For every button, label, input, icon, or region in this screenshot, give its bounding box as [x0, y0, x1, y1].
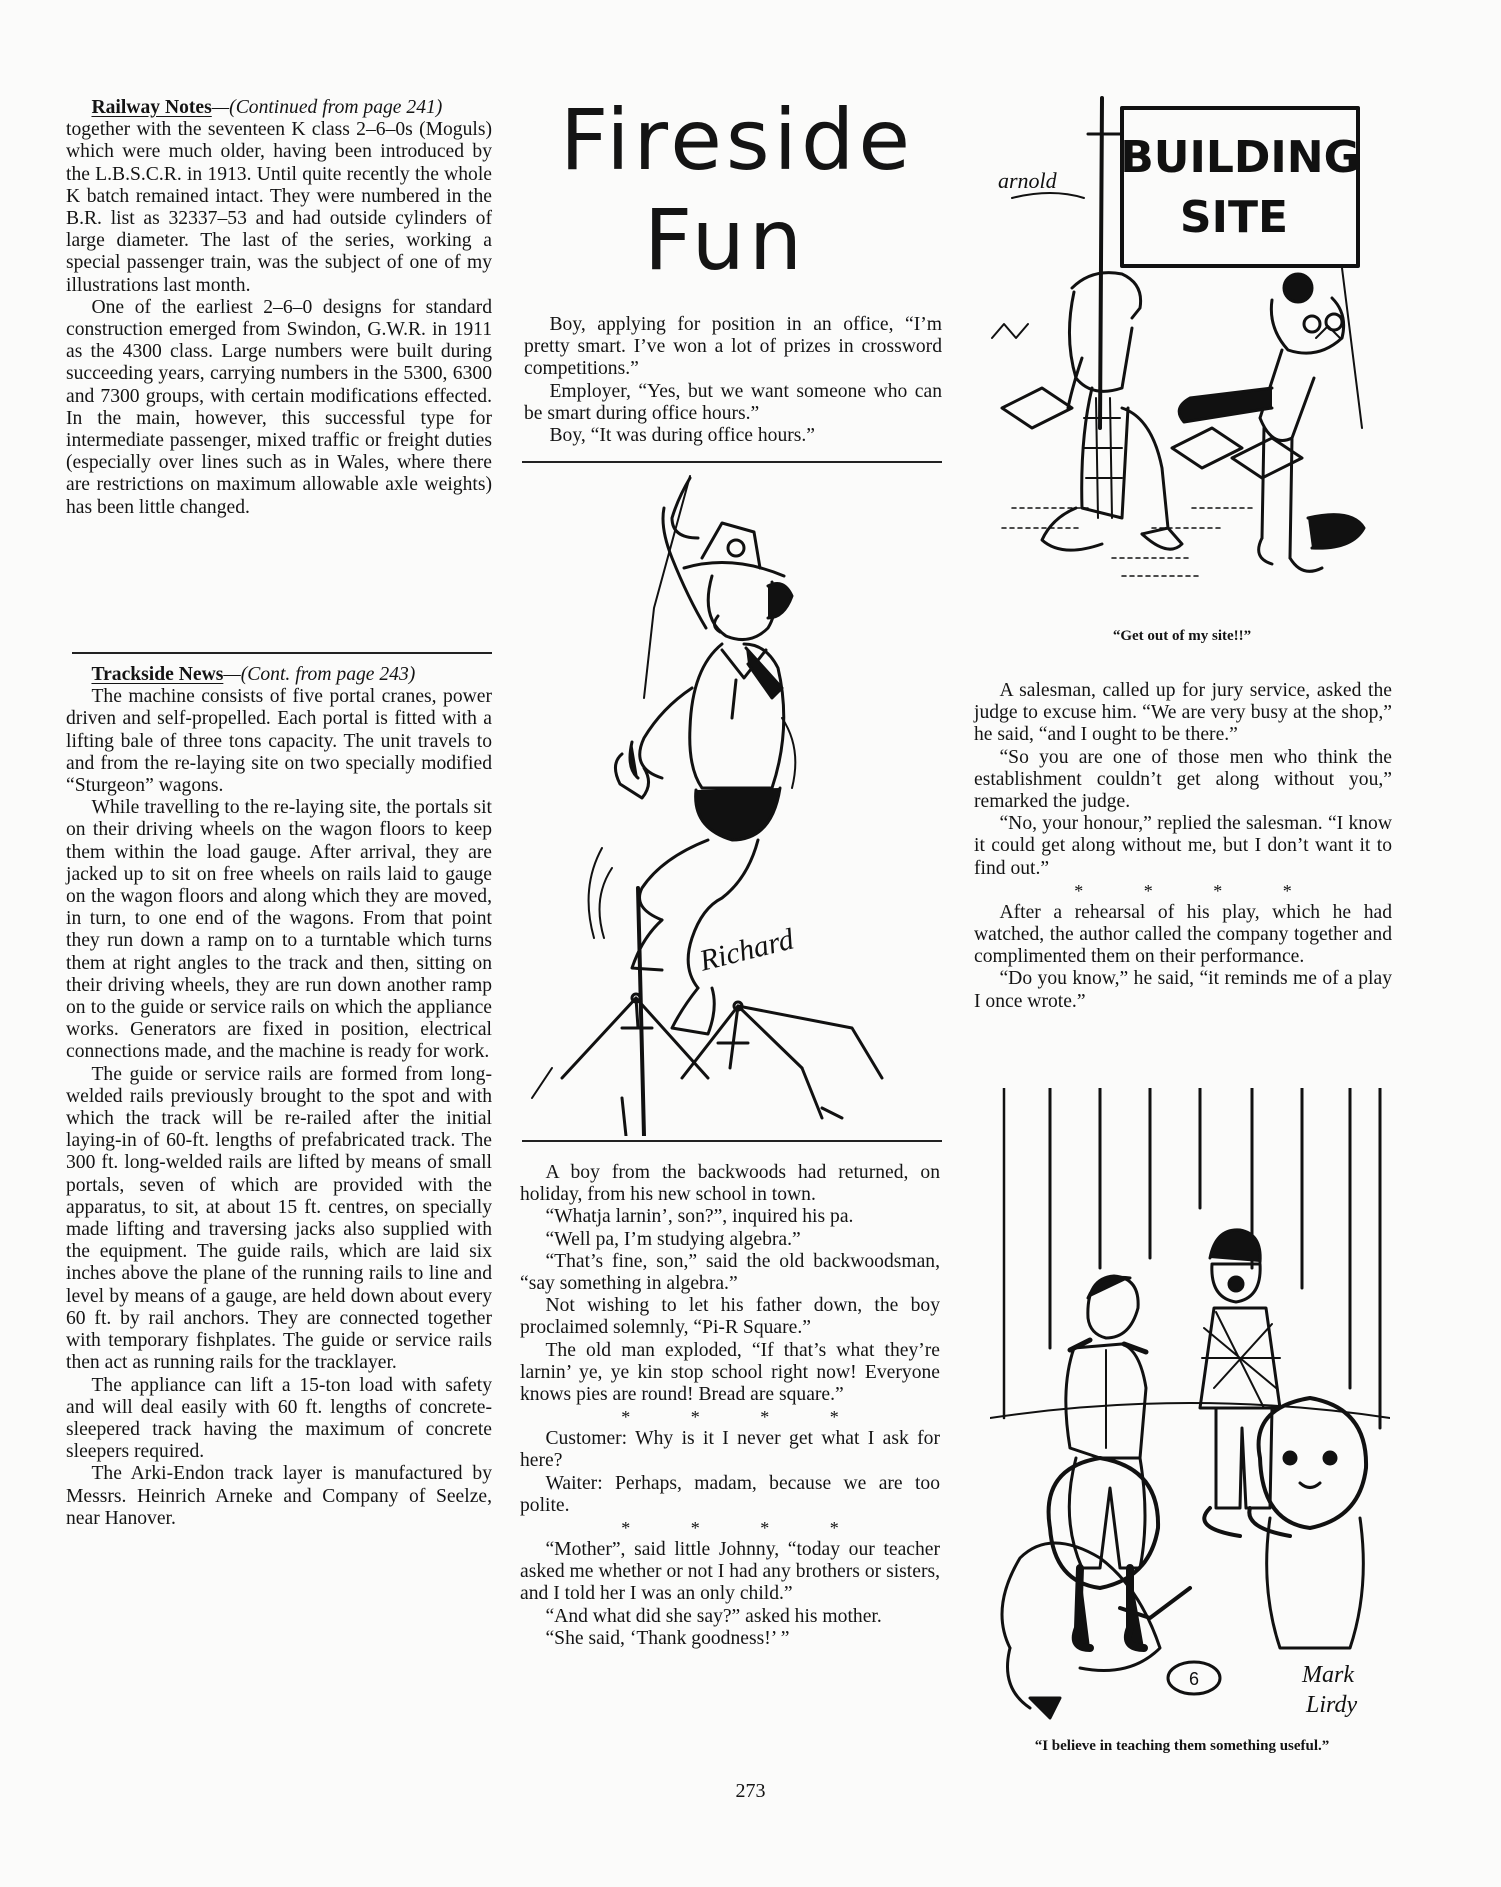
backwoods-joke-section: A boy from the backwoods had returned, on holiday, from his new school in town. “Whatja larnin’, son?”, inquired his pa. “Well pa, I’m studying algebra.” “That’s fine, son,” said the old backwoodsman, “say something in algebra.” Not wishing to let his father down, the boy proclaimed solemnly, “Pi-R Square.” The old man exploded, “If that’s what they’re larnin’ ye, ye kin stop school right now! Everyone knows pies are round! Bread are square.” * * * * Customer: Why is it I never get what I ask for here? Waiter: Perhaps, madam, because we are too polite. * * * * “Mother”, said little Johnny, “today our teacher asked me whether or not I had any brothers or sisters, and I told her I was an only child.” “And what did she say?” asked his mother. “She said, ‘Thank goodness!’ ”	[520, 1162, 940, 1649]
building-site-cartoon	[972, 88, 1392, 626]
separator-stars: * * * *	[1074, 880, 1320, 901]
trackside-paragraph: The guide or service rails are formed from long-welded rails previously brought to the spot and with which the track will be re-railed after the initial laying-in of 60-ft. lengths of prefabricated track. The 300 ft. long-welded rails are lifted by means of small portals, seven of which are provided with the apparatus, to sit, at about 15 ft. centres, on specially made lifting and traversing jacks also supplied with the equipment. The guide rails, which are laid six inches above the plane of the running rails to line and level by means of a gauge, are held down about every 60 ft. by rail anchors. They are connected together with temporary fishplates. The guide or service rails then act as running rails for the tracklayer.	[66, 1063, 492, 1374]
sign-line-site: SITE	[1179, 192, 1289, 243]
trackside-news-heading: Trackside News—(Cont. from page 243)	[91, 664, 416, 685]
trackside-news-section	[66, 664, 492, 1530]
clock-face-number: 6	[1188, 1669, 1200, 1689]
salesman-joke-section: A salesman, called up for jury service, asked the judge to excuse him. “We are very busy at the shop,” he said, “and I ought to be there.” “So you are one of those men who think the establishment couldn’t get along without you,” remarked the judge. “No, your honour,” replied the salesman. “I know it could get along without me, but I don’t want it to find out.” * * * * After a rehearsal of his play, which he had watched, the author called the company together and complimented them on their performance. “Do you know,” he said, “it reminds me of a play I once wrote.”	[974, 680, 1392, 1012]
railway-notes-heading: Railway Notes—(Continued from page 241)	[91, 97, 443, 118]
separator-stars: * * * *	[621, 1518, 867, 1539]
page-number: 273	[735, 1780, 766, 1802]
lion-tamer-caption: “I believe in teaching them something useful.”	[1034, 1738, 1330, 1754]
railway-paragraph: One of the earliest 2–6–0 designs for standard construction emerged from Swindon, G.W.R. in 1911 as the 4300 class. Large numbers were built during succeeding years, carrying numbers in the 5300, 6300 and 7300 groups, with certain modifications effected. In the main, however, this successful type for intermediate passenger, mixed traffic or freight duties (especially over lines such as in Wales, where there are restrictions on maximum allowable axle weights) has been little changed.	[66, 296, 492, 518]
cartoon-signature-lirdy: Lirdy	[1306, 1692, 1358, 1718]
lion-tamer-cartoon	[990, 1088, 1390, 1728]
office-boy-joke: Boy, applying for position in an office, “I’m pretty smart. I’ve won a lot of prizes in crossword competitions.” Employer, “Yes, but we want someone who can be smart during office hours.” Boy, “It was during office hours.”	[524, 314, 942, 447]
sign-line-building: BUILDING	[1120, 132, 1360, 183]
building-site-caption: “Get out of my site!!”	[1112, 628, 1252, 644]
separator-stars: * * * *	[621, 1407, 867, 1428]
railway-paragraph: together with the seventeen K class 2–6–0s (Moguls) which were much older, having been introduced by the L.B.S.C.R. in 1913. Until quite recently the whole K batch remained intact. They were numbered in the B.R. list as 32337–53 and had outside cylinders of large diameter. The last of the series, working a special passenger train, was the subject of one of my illustrations last month.	[66, 119, 492, 296]
column-divider	[522, 461, 942, 463]
trackside-paragraph: While travelling to the re-laying site, the portals sit on their driving wheels on the wagon floors to keep them within the load gauge. After arrival, they are jacked up to sit on free wheels on rails laid to gauge on the wagon floors and along which they are moved, in turn, to one end of the wagons. From that point they run down a ramp on to a turntable which turns them at right angles to the track and then, sitting on their driving wheels, they are run down another ramp on to the guide or service rails on which the appliance works. Generators are fixed in position, electrical connections made, and the machine is ready for work.	[66, 797, 492, 1063]
scout-climbing-pole-cartoon	[522, 468, 942, 1136]
railway-notes-section	[66, 97, 492, 519]
cartoon-signature-mark: Mark	[1302, 1662, 1354, 1688]
column-divider	[72, 652, 492, 654]
fireside-fun-title: Fireside Fun	[560, 91, 915, 289]
cartoon-signature: Richard	[696, 922, 797, 978]
trackside-paragraph: The machine consists of five portal cranes, power driven and self-propelled. Each portal is fitted with a lifting bale of three tons capacity. The unit travels to and from the re-laying site on two specially modified “Sturgeon” wagons.	[66, 686, 492, 797]
trackside-paragraph: The Arki-Endon track layer is manufactured by Messrs. Heinrich Arneke and Company of Seelze, near Hanover.	[66, 1463, 492, 1529]
column-divider	[522, 1140, 942, 1142]
cartoon-signature: arnold	[998, 168, 1057, 193]
trackside-paragraph: The appliance can lift a 15-ton load with safety and will deal easily with 60 ft. lengths of concrete-sleepered track having the maximum of concrete sleepers required.	[66, 1374, 492, 1463]
